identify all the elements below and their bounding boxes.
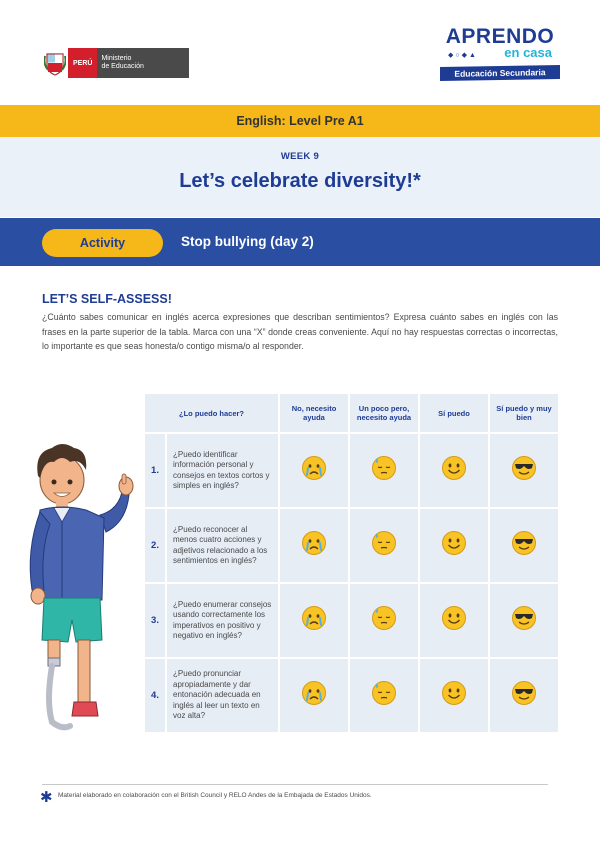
week-banner <box>0 137 600 217</box>
question-text: ¿Puedo pronunciar apropiadamente y dar entonación adecuada en inglés al leer un texto en voz alta? <box>167 659 278 732</box>
rating-cell[interactable] <box>350 509 418 582</box>
rating-cell[interactable] <box>420 434 488 507</box>
rating-cell[interactable] <box>420 509 488 582</box>
country-label: PERÚ <box>68 48 97 78</box>
brand-line-1: APRENDO <box>445 25 555 48</box>
brand-dots-icon: ◆○◆▲ <box>448 52 478 59</box>
student-illustration <box>22 440 142 735</box>
rating-cell[interactable] <box>350 659 418 732</box>
crying-face-icon <box>301 693 327 710</box>
crying-face-icon <box>301 543 327 560</box>
question-text: ¿Puedo identificar información personal y consejos en textos cortos y simples en inglés? <box>167 434 278 507</box>
table-row <box>145 659 558 732</box>
table-header-row <box>145 394 558 432</box>
self-assessment-table <box>143 392 558 735</box>
ministry-name <box>97 48 189 78</box>
rating-cell[interactable] <box>420 584 488 657</box>
sweat-face-icon <box>371 618 397 635</box>
table-row <box>145 509 558 582</box>
row-number: 4. <box>145 659 165 732</box>
crying-face-icon <box>301 468 327 485</box>
brand-line-3: Educación Secundaria <box>440 65 560 81</box>
rating-cell[interactable] <box>490 434 558 507</box>
rating-cell[interactable] <box>280 659 348 732</box>
rating-cell[interactable] <box>490 509 558 582</box>
page-header <box>0 0 600 104</box>
activity-badge: Activity <box>42 229 163 257</box>
sunglasses-face-icon <box>511 468 537 485</box>
aprendo-en-casa-logo <box>440 26 560 84</box>
crying-face-icon <box>301 618 327 635</box>
question-text: ¿Puedo enumerar consejos usando correctamente los imperativos en positivo y negativo en inglés? <box>167 584 278 657</box>
rating-cell[interactable] <box>280 434 348 507</box>
activity-bar <box>0 218 600 266</box>
rating-cell[interactable] <box>350 584 418 657</box>
instructions-paragraph: ¿Cuánto sabes comunicar en inglés acerca expresiones que describan sentimientos? Expresa cuánto sabes en inglés con las frases en la parte superior de la tabla. Marca con una “X” donde creas conveniente. Aquí no hay respuestas correctas o incorrectas, lo importante es que seas honesta/o contigo misma/o al responder. <box>42 312 558 352</box>
sunglasses-face-icon <box>511 543 537 560</box>
sweat-face-icon <box>371 468 397 485</box>
rating-cell[interactable] <box>490 659 558 732</box>
rating-cell[interactable] <box>490 584 558 657</box>
footer-divider <box>42 784 548 785</box>
column-header-need-help: No, necesito ayuda <box>280 394 348 432</box>
smiling-face-icon <box>441 693 467 710</box>
table-row <box>145 434 558 507</box>
rating-cell[interactable] <box>280 584 348 657</box>
smiling-face-icon <box>441 543 467 560</box>
sunglasses-face-icon <box>511 693 537 710</box>
smiling-face-icon <box>441 468 467 485</box>
week-label: WEEK 9 <box>280 151 320 162</box>
section-heading: LET’S SELF-ASSESS! <box>42 292 172 306</box>
coat-of-arms-icon <box>42 48 68 78</box>
column-header-some-help: Un poco pero, necesito ayuda <box>350 394 418 432</box>
rating-cell[interactable] <box>420 659 488 732</box>
course-level-bar: English: Level Pre A1 <box>0 105 600 137</box>
rating-cell[interactable] <box>350 434 418 507</box>
sweat-face-icon <box>371 693 397 710</box>
sweat-face-icon <box>371 543 397 560</box>
page-title: Let’s celebrate diversity!* <box>179 170 421 192</box>
column-header-very-well: Sí puedo y muy bien <box>490 394 558 432</box>
row-number: 3. <box>145 584 165 657</box>
rating-cell[interactable] <box>280 509 348 582</box>
row-number: 1. <box>145 434 165 507</box>
column-header-yes: Sí puedo <box>420 394 488 432</box>
activity-title: Stop bullying (day 2) <box>181 234 314 249</box>
smiling-face-icon <box>441 618 467 635</box>
table-row <box>145 584 558 657</box>
asterisk-icon: ✱ <box>40 789 53 806</box>
brand-line-2: en casa <box>504 45 552 60</box>
ministry-logo <box>42 48 189 78</box>
row-number: 2. <box>145 509 165 582</box>
question-text: ¿Puedo reconocer al menos cuatro acciones y adjetivos relacionado a los sentimientos en inglés? <box>167 509 278 582</box>
footer-note: Material elaborado en colaboración con el British Council y RELO Andes de la Embajada de Estados Unidos. <box>58 792 372 799</box>
column-header-can-i: ¿Lo puedo hacer? <box>145 394 278 432</box>
sunglasses-face-icon <box>511 618 537 635</box>
ministry-line-2: de Educación <box>101 63 144 70</box>
ministry-line-1: Ministerio <box>101 55 132 62</box>
